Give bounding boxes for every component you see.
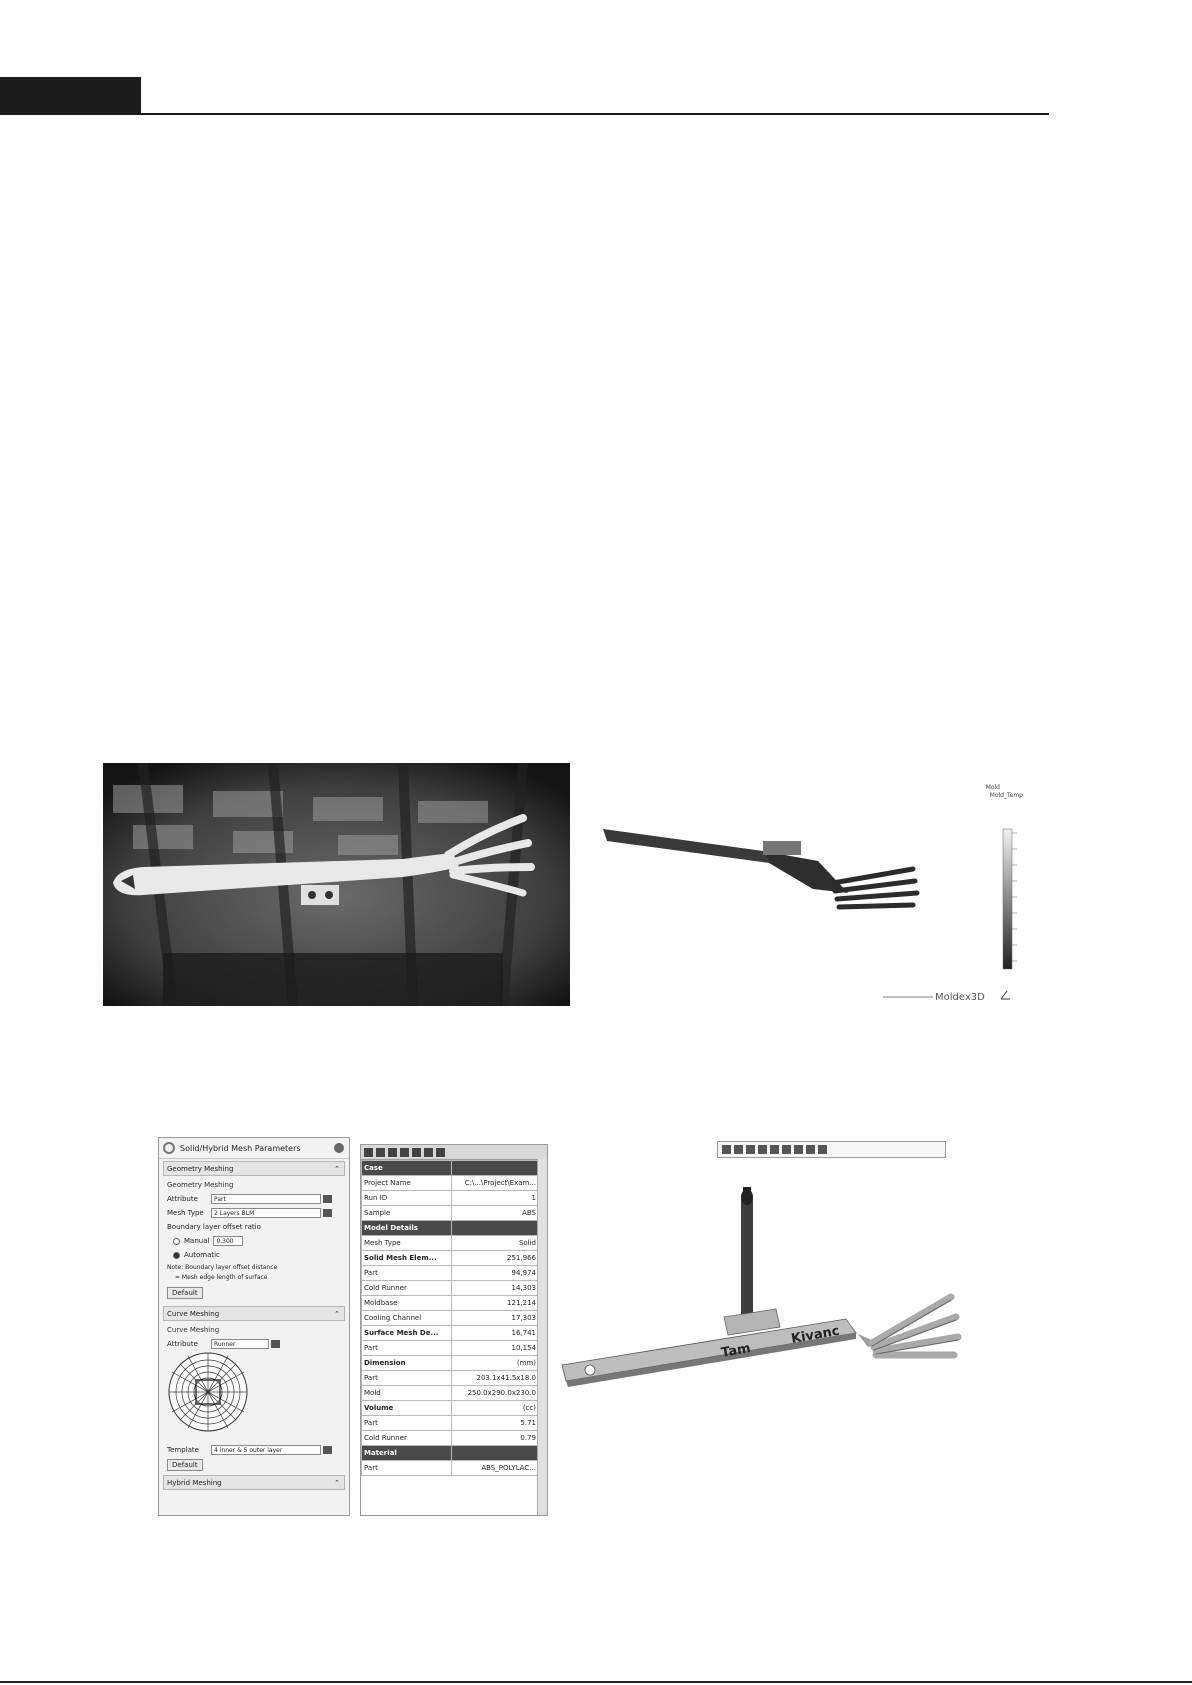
table-row[interactable] [362,1296,539,1311]
mesh-type-label: Mesh Type [167,1209,204,1217]
section-label: Hybrid Meshing [167,1478,222,1487]
table-row[interactable] [362,1326,539,1341]
table-key: Surface Mesh De... [362,1326,452,1341]
part-label-right: Kivanc [790,1323,841,1347]
gear-icon [163,1142,175,1154]
table-row[interactable] [362,1266,539,1281]
simulation-render-art [583,763,1033,1006]
table-value: ABS_POLYLAC... [452,1461,539,1476]
table-value [452,1221,539,1236]
curve-attribute-row [159,1337,349,1351]
dropdown-arrow-icon[interactable] [323,1446,332,1454]
model-info-table [361,1160,539,1476]
table-value: Solid [452,1236,539,1251]
person-icon[interactable] [400,1148,409,1157]
table-value: 14,303 [452,1281,539,1296]
bottom-rule [0,1681,1192,1683]
table-value: 5.71 [452,1416,539,1431]
table-key: Case [362,1161,452,1176]
table-value: (cc) [452,1401,539,1416]
tool-icon[interactable] [424,1148,433,1157]
simulation-render [583,763,1033,1006]
table-value [452,1161,539,1176]
mesh-type-select[interactable]: 2 Layers BLM [211,1208,321,1218]
table-row[interactable] [362,1341,539,1356]
table-key: Part [362,1341,452,1356]
table-value [452,1446,539,1461]
table-value: 10,154 [452,1341,539,1356]
table-row[interactable] [362,1251,539,1266]
mesh-parameters-panel [158,1137,350,1516]
table-key: Part [362,1416,452,1431]
info-icon[interactable] [412,1148,421,1157]
automatic-radio[interactable] [173,1252,180,1259]
list-icon[interactable] [364,1148,373,1157]
table-value: 250.0x290.0x230.0 [452,1386,539,1401]
model-3d-art [556,1137,996,1457]
sort-icon[interactable] [376,1148,385,1157]
dropdown-arrow-icon[interactable] [271,1340,280,1348]
chevron-up-icon: ⌃ [334,1478,340,1487]
model-info-panel [360,1144,548,1516]
table-value: 0.79 [452,1431,539,1446]
curve-attribute-select[interactable]: Runner [211,1339,269,1349]
fork-photo-art [103,763,570,1006]
dropdown-arrow-icon[interactable] [323,1195,332,1203]
table-key: Part [362,1371,452,1386]
table-key: Mold [362,1386,452,1401]
table-value: (mm) [452,1356,539,1371]
template-row [159,1443,349,1457]
table-row[interactable] [362,1356,539,1371]
note-line-2: = Mesh edge length of surface [175,1273,268,1281]
table-row[interactable] [362,1311,539,1326]
table-key: Material [362,1446,452,1461]
table-value: ABS [452,1206,539,1221]
mesh-panel-title: Solid/Hybrid Mesh Parameters [180,1143,301,1153]
chevron-up-icon: ⌃ [334,1164,340,1173]
fork-photo [103,763,570,1006]
table-row[interactable] [362,1176,539,1191]
table-key: Cooling Channel [362,1311,452,1326]
table-row[interactable] [362,1386,539,1401]
dropdown-arrow-icon[interactable] [323,1209,332,1217]
section-hybrid-meshing[interactable] [163,1475,345,1490]
mesh-template-preview [159,1351,349,1443]
manual-row [159,1234,349,1248]
note-line-1: Note: Boundary layer offset distance [167,1263,278,1271]
table-row[interactable] [362,1206,539,1221]
table-value: 1 [452,1191,539,1206]
chevron-up-icon: ⌃ [334,1309,340,1318]
mesh-panel-header [159,1138,349,1159]
table-row[interactable] [362,1236,539,1251]
table-key: Dimension [362,1356,452,1371]
table-value: 16,741 [452,1326,539,1341]
subsection-curve-meshing: Curve Meshing [167,1326,220,1334]
section-geometry-meshing[interactable] [163,1161,345,1176]
template-select[interactable]: 4 inner & 5 outer layer [211,1445,321,1455]
vertical-scrollbar[interactable] [537,1159,547,1515]
table-row[interactable] [362,1461,539,1476]
color-scale-bar [1003,829,1012,969]
tree-icon[interactable] [388,1148,397,1157]
automatic-label: Automatic [184,1251,220,1259]
table-section-header[interactable] [362,1221,539,1236]
section-label: Geometry Meshing [167,1164,234,1173]
table-row[interactable] [362,1371,539,1386]
table-value: 17,303 [452,1311,539,1326]
template-label: Template [167,1446,199,1454]
table-row[interactable] [362,1401,539,1416]
table-value: 251,966 [452,1251,539,1266]
table-key: Part [362,1266,452,1281]
legend-line-2: Mold_Temp [989,792,1023,799]
table-value: 94,974 [452,1266,539,1281]
legend-line-1: Mold [985,784,1000,791]
table-section-header[interactable] [362,1161,539,1176]
table-row[interactable] [362,1416,539,1431]
attribute-row [159,1192,349,1206]
table-key: Project Name [362,1176,452,1191]
model-3d-view[interactable] [556,1137,996,1457]
manual-radio[interactable] [173,1238,180,1245]
info-toolbar [361,1145,547,1160]
table-row[interactable] [362,1191,539,1206]
table-key: Solid Mesh Elem... [362,1251,452,1266]
table-key: Cold Runner [362,1281,452,1296]
manual-label: Manual [184,1237,210,1245]
table-value: C:\...\Project\Exam... [452,1176,539,1191]
attribute-label: Attribute [167,1195,198,1203]
table-row[interactable] [362,1281,539,1296]
subsection-geometry-meshing: Geometry Meshing [167,1181,234,1189]
table-key: Cold Runner [362,1431,452,1446]
attribute-select[interactable]: Part [211,1194,321,1204]
table-value: 121,214 [452,1296,539,1311]
section-label: Curve Meshing [167,1309,220,1318]
default-button-2[interactable]: Default [167,1459,203,1471]
table-value: 203.1x41.5x18.0 [452,1371,539,1386]
chapter-tab [0,77,141,115]
expand-icon[interactable] [436,1148,445,1157]
circular-mesh-pattern [167,1351,249,1433]
boundary-layer-label: Boundary layer offset ratio [167,1223,261,1231]
table-key: Sample [362,1206,452,1221]
mesh-type-row [159,1206,349,1220]
brand-watermark: Moldex3D [935,992,985,1003]
header-rule [141,113,1049,115]
default-button[interactable]: Default [167,1287,203,1299]
part-label-left: Tam [720,1341,752,1361]
table-section-header[interactable] [362,1446,539,1461]
table-key: Model Details [362,1221,452,1236]
table-key: Mesh Type [362,1236,452,1251]
table-key: Run ID [362,1191,452,1206]
table-key: Part [362,1461,452,1476]
manual-ratio-input[interactable]: 0.300 [213,1236,243,1246]
section-curve-meshing[interactable] [163,1306,345,1321]
close-icon[interactable] [334,1143,344,1153]
table-key: Moldbase [362,1296,452,1311]
table-row[interactable] [362,1431,539,1446]
table-key: Volume [362,1401,452,1416]
automatic-row [159,1248,349,1262]
curve-attribute-label: Attribute [167,1340,198,1348]
